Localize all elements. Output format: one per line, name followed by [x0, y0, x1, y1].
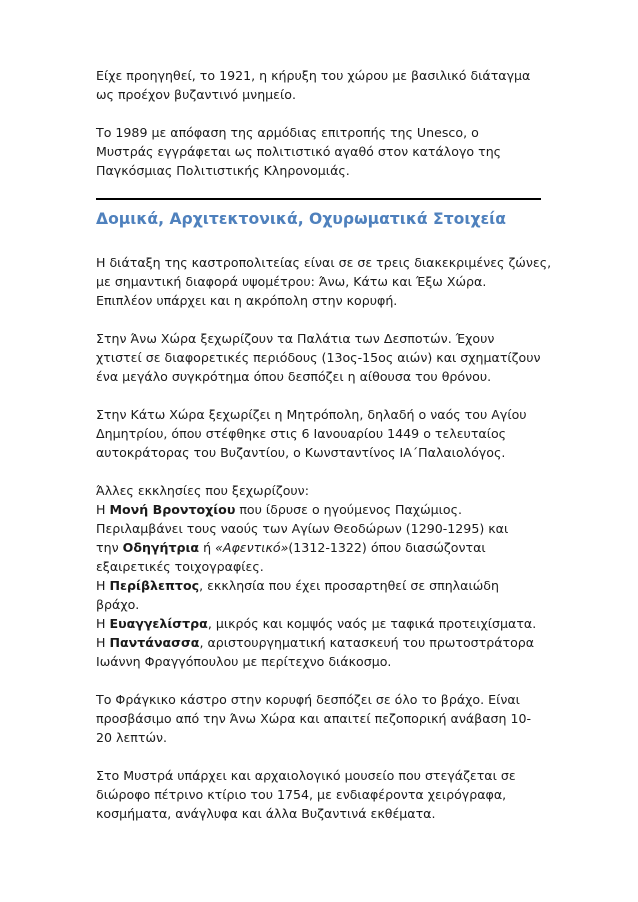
- text-line: Ιωάννη Φραγγόπουλου με περίτεχνο διάκοσμο.: [96, 654, 392, 669]
- text-fragment: , εκκλησία που έχει προσαρτηθεί σε σπηλαιώδη: [199, 578, 499, 593]
- text-line: 20 λεπτών.: [96, 730, 168, 745]
- text-fragment: Η: [96, 616, 110, 631]
- body-paragraph-churches: [96, 481, 556, 671]
- text-line: διώροφο πέτρινο κτίριο του 1754, με ενδιαφέροντα χειρόγραφα,: [96, 787, 507, 802]
- text-line: Το 1989 με απόφαση της αρμόδιας επιτροπής της Unesco, ο: [96, 125, 479, 140]
- text-fragment: που ίδρυσε ο ηγούμενος Παχώμιος.: [235, 502, 463, 517]
- text-fragment: (1312-1322) όπου διασώζονται: [288, 540, 486, 555]
- text-line: προσβάσιμο από την Άνω Χώρα και απαιτεί πεζοπορική ανάβαση 10-: [96, 711, 532, 726]
- text-line: ένα μεγάλο συγκρότημα όπου δεσπόζει η αίθουσα του θρόνου.: [96, 369, 492, 384]
- body-paragraph-castle: [96, 690, 556, 747]
- text-fragment: την: [96, 540, 123, 555]
- body-paragraph-museum: [96, 766, 556, 823]
- text-fragment: Η: [96, 635, 110, 650]
- text-line: Είχε προηγηθεί, το 1921, η κήρυξη του χώρου με βασιλικό διάταγμα: [96, 68, 531, 83]
- text-line: Στην Άνω Χώρα ξεχωρίζουν τα Παλάτια των Δεσποτών. Έχουν: [96, 331, 495, 346]
- church-name-evangelistria: Ευαγγελίστρα: [109, 616, 208, 631]
- text-line: Στο Μυστρά υπάρχει και αρχαιολογικό μουσείο που στεγάζεται σε: [96, 768, 516, 783]
- text-line: Στην Κάτω Χώρα ξεχωρίζει η Μητρόπολη, δηλαδή ο ναός του Αγίου: [96, 407, 527, 422]
- text-line: αυτοκράτορας του Βυζαντίου, ο Κωνσταντίνος ΙΑ΄Παλαιολόγος.: [96, 445, 506, 460]
- church-alt-name: «Αφεντικό»: [215, 540, 289, 555]
- church-name-vrontochiou: Μονή Βροντοχίου: [109, 502, 236, 517]
- text-line: Άλλες εκκλησίες που ξεχωρίζουν:: [96, 483, 309, 498]
- section-heading: Δομικά, Αρχιτεκτονικά, Οχυρωματικά Στοιχεία: [96, 210, 506, 228]
- text-line: Περιλαμβάνει τους ναούς των Αγίων Θεοδώρων (1290-1295) και: [96, 521, 509, 536]
- text-fragment: , μικρός και κομψός ναός με ταφικά προτειχίσματα.: [207, 616, 537, 631]
- body-paragraph-upper-town: [96, 329, 556, 386]
- church-name-odigitria: Οδηγήτρια: [122, 540, 200, 555]
- text-fragment: ή: [199, 540, 216, 555]
- text-line: Επιπλέον υπάρχει και η ακρόπολη στην κορυφή.: [96, 293, 398, 308]
- text-line: Μυστράς εγγράφεται ως πολιτιστικό αγαθό στον κατάλογο της: [96, 144, 502, 159]
- body-paragraph-lower-town: [96, 405, 556, 462]
- intro-paragraph-2: [96, 123, 556, 180]
- text-fragment: , αριστουργηματική κατασκευή του πρωτοστράτορα: [199, 635, 535, 650]
- body-section: [96, 253, 556, 823]
- text-line: εξαιρετικές τοιχογραφίες.: [96, 559, 264, 574]
- church-name-pantanassa: Παντάνασσα: [109, 635, 200, 650]
- text-line: χτιστεί σε διαφορετικές περιόδους (13ος-15ος αιών) και σχηματίζουν: [96, 350, 541, 365]
- text-line: βράχο.: [96, 597, 140, 612]
- section-divider: [96, 198, 541, 200]
- text-line: Παγκόσμιας Πολιτιστικής Κληρονομιάς.: [96, 163, 350, 178]
- text-line: ως προέχον βυζαντινό μνημείο.: [96, 87, 296, 102]
- text-line: Δημητρίου, όπου στέφθηκε στις 6 Ιανουαρίου 1449 ο τελευταίος: [96, 426, 507, 441]
- text-fragment: Η: [96, 578, 110, 593]
- church-name-perivleptos: Περίβλεπτος: [109, 578, 200, 593]
- text-fragment: Η: [96, 502, 110, 517]
- intro-section: [96, 66, 556, 180]
- intro-paragraph-1: [96, 66, 556, 104]
- text-line: με σημαντική διαφορά υψομέτρου: Άνω, Κάτω και Έξω Χώρα.: [96, 274, 487, 289]
- body-paragraph-zones: [96, 253, 556, 310]
- text-line: κοσμήματα, ανάγλυφα και άλλα Βυζαντινά εκθέματα.: [96, 806, 436, 821]
- text-line: Η διάταξη της καστροπολιτείας είναι σε σε τρεις διακεκριμένες ζώνες,: [96, 255, 552, 270]
- text-line: Το Φράγκικο κάστρο στην κορυφή δεσπόζει σε όλο το βράχο. Είναι: [96, 692, 520, 707]
